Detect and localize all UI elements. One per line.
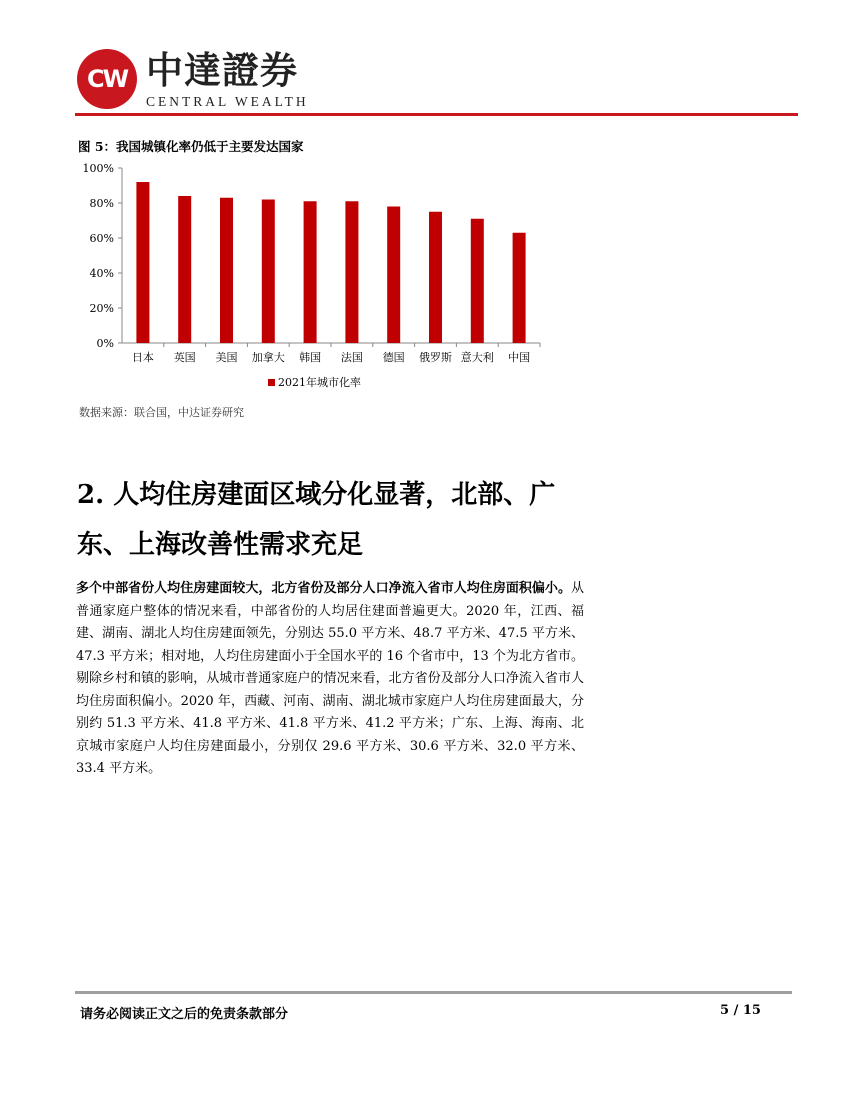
bar-1 xyxy=(178,196,191,343)
bar-7 xyxy=(429,212,442,343)
body-text: 从普通家庭户整体的情况来看，中部省份的人均居住建面普遍更大。2020 年，江西、福建、湖南、湖北人均住房建面领先，分别达 55.0 平方米、48.7 平方米、47.5 平方米、47.3 平方米；相对地，人均住房建面小于全国水平的 16 个省市中，13 个为北方省市。剔除乡村和镇的影响，从城市普通家庭户的情况来看，北方省份及部分人口净流入省市人均住房面积偏小。2020 年，西藏、河南、湖南、湖北城市家庭户人均住房建面最大，分别约 51.3 平方米、41.8 平方米、41.8 平方米、41.2 平方米；广东、上海、海南、北京城市家庭户人均住房建面最小，分别仅 29.6 平方米、30.6 平方米、32.0 平方米、33.4 平方米。 xyxy=(76,581,584,776)
x-tick-label: 中国 xyxy=(508,351,531,364)
x-tick-label: 意大利 xyxy=(460,351,494,364)
body-lead-sentence: 多个中部省份人均住房建面较大，北方省份及部分人口净流入省市人均住房面积偏小。 xyxy=(76,581,571,596)
legend-swatch xyxy=(268,379,275,386)
x-tick-label: 英国 xyxy=(173,351,196,364)
x-tick-label: 韩国 xyxy=(299,351,322,364)
y-tick-label: 20% xyxy=(89,302,114,315)
y-tick-label: 60% xyxy=(89,232,114,245)
header-divider xyxy=(75,113,798,116)
bar-8 xyxy=(471,219,484,343)
y-tick-label: 40% xyxy=(89,267,114,280)
company-name-en: CENTRAL WEALTH xyxy=(146,94,309,109)
bar-9 xyxy=(513,233,526,343)
x-tick-label: 法国 xyxy=(340,351,363,364)
x-tick-label: 美国 xyxy=(215,351,238,364)
y-tick-label: 100% xyxy=(82,162,114,175)
page-number: 5 / 15 xyxy=(720,1003,761,1018)
disclaimer-note: 请务必阅读正文之后的免责条款部分 xyxy=(80,1007,289,1022)
bar-4 xyxy=(304,201,317,343)
body-paragraph xyxy=(76,578,584,781)
company-name-cn: 中達證券 xyxy=(146,48,298,92)
chart-legend xyxy=(268,374,361,390)
urbanization-bar-chart xyxy=(60,158,560,373)
chart-bars xyxy=(136,182,525,343)
x-tick-label: 加拿大 xyxy=(251,351,285,364)
figure-caption: 图 5：我国城镇化率仍低于主要发达国家 xyxy=(78,139,304,154)
company-logo-icon: CW xyxy=(77,49,137,109)
legend-label: 2021年城市化率 xyxy=(278,376,361,389)
bar-2 xyxy=(220,198,233,343)
x-tick-label: 德国 xyxy=(382,351,405,364)
bar-3 xyxy=(262,200,275,344)
x-tick-label: 俄罗斯 xyxy=(419,351,452,364)
footer-divider xyxy=(75,991,792,994)
figure-source: 数据来源：联合国，中达证券研究 xyxy=(79,406,244,419)
y-tick-label: 0% xyxy=(96,337,114,350)
chart-x-tick-labels xyxy=(132,350,530,364)
chart-y-tick-labels xyxy=(83,162,114,350)
section-heading: 2. 人均住房建面区域分化显著，北部、广东、上海改善性需求充足 xyxy=(77,480,556,560)
bar-6 xyxy=(387,207,400,344)
y-tick-label: 80% xyxy=(89,197,114,210)
bar-5 xyxy=(345,201,358,343)
x-tick-label: 日本 xyxy=(131,351,154,364)
bar-0 xyxy=(136,182,149,343)
